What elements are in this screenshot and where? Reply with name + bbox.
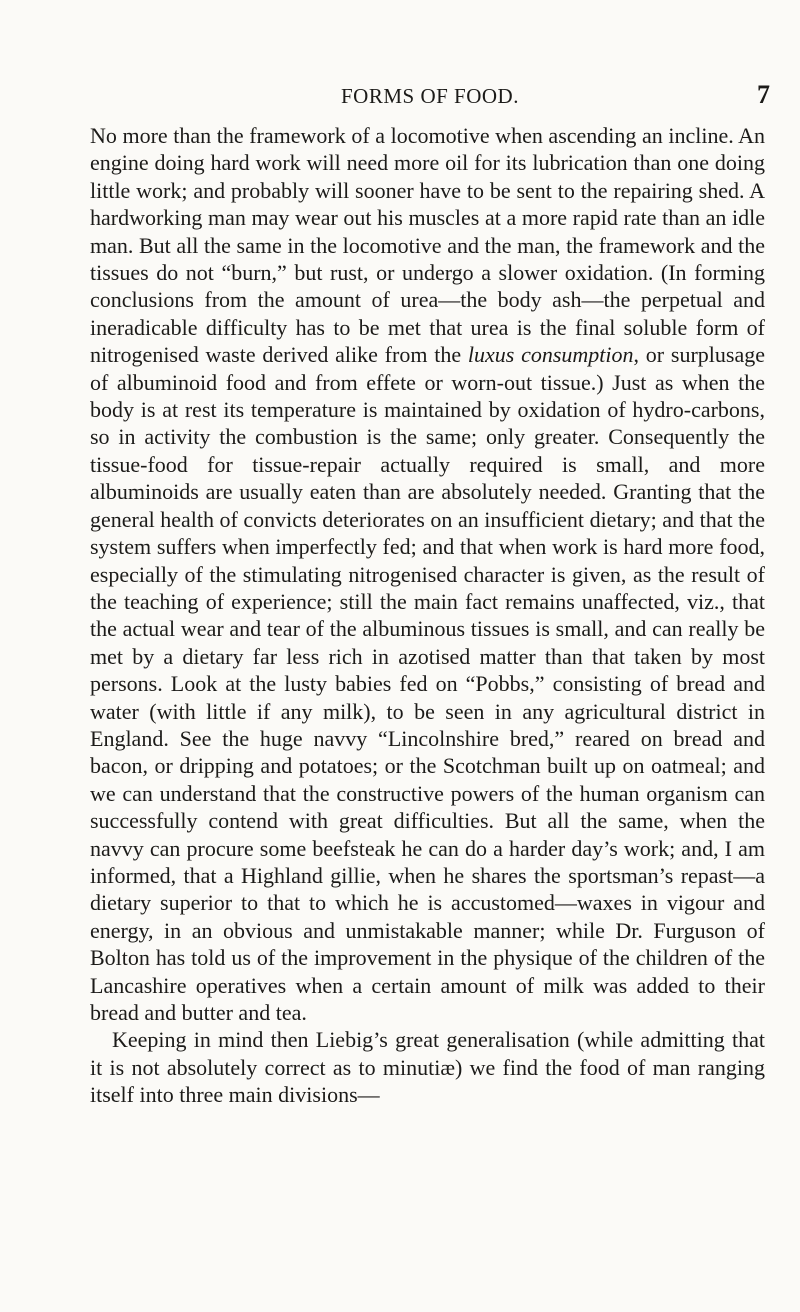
- page-number: 7: [757, 80, 770, 109]
- paragraph-2: Keeping in mind then Liebig’s great generalisation (while admitting that it is not absolutely correct as to minutiæ) we find the food of man ranging itself into three main divisions—: [90, 1027, 765, 1108]
- paragraph-1-part-b: , or surplusage of albuminoid food and from effete or worn-out tissue.) Just as when the body is at rest its temperature is maintained by oxidation of hydro-carbons, so in activity the combustion is the same; only greater. Consequently the tissue-food for tissue-repair actually required is small, and more albuminoids are usually eaten than are absolutely needed. Granting that the general health of convicts deteriorates on an insufficient dietary; and that the system suffers when imperfectly fed; and that when work is hard more food, especially of the stimulating nitrogenised character is given, as the result of the teaching of experience; still the main fact remains unaffected, viz., that the actual wear and tear of the albuminous tissues is small, and can really be met by a dietary far less rich in azotised matter than that taken by most persons. Look at the lusty babies fed on “Pobbs,” consisting of bread and water (with little if any milk), to be seen in any agricultural district in England. See the huge navvy “Lincolnshire bred,” reared on bread and bacon, or dripping and potatoes; or the Scotchman built up on oatmeal; and we can understand that the constructive powers of the human organism can successfully contend with great difficulties. But all the same, when the navvy can procure some beefsteak he can do a harder day’s work; and, I am informed, that a Highland gillie, when he shares the sportsman’s repast—a dietary superior to that to which he is accustomed—waxes in vigour and energy, in an obvious and unmistakable manner; while Dr. Furguson of Bolton has told us of the improvement in the physique of the children of the Lancashire operatives when a certain amount of milk was added to their bread and butter and tea.: [90, 342, 765, 1025]
- running-head: [90, 80, 770, 110]
- italic-term: luxus consumption: [467, 342, 634, 368]
- paragraph-1: [90, 122, 765, 1026]
- running-title: FORMS OF FOOD.: [341, 84, 519, 108]
- paragraph-1-part-a: No more than the framework of a locomotive when ascending an incline. An engine doing hard work will need more oil for its lubrication than one doing little work; and probably will sooner have to be sent to the repairing shed. A hardworking man may wear out his muscles at a more rapid rate than an idle man. But all the same in the locomotive and the man, the framework and the tissues do not “burn,” but rust, or undergo a slower oxidation. (In forming conclusions from the amount of urea—the body ash—the perpetual and ineradicable difficulty has to be met that urea is the final soluble form of nitrogenised waste derived alike from the: [90, 123, 765, 368]
- body-text: [90, 122, 765, 1109]
